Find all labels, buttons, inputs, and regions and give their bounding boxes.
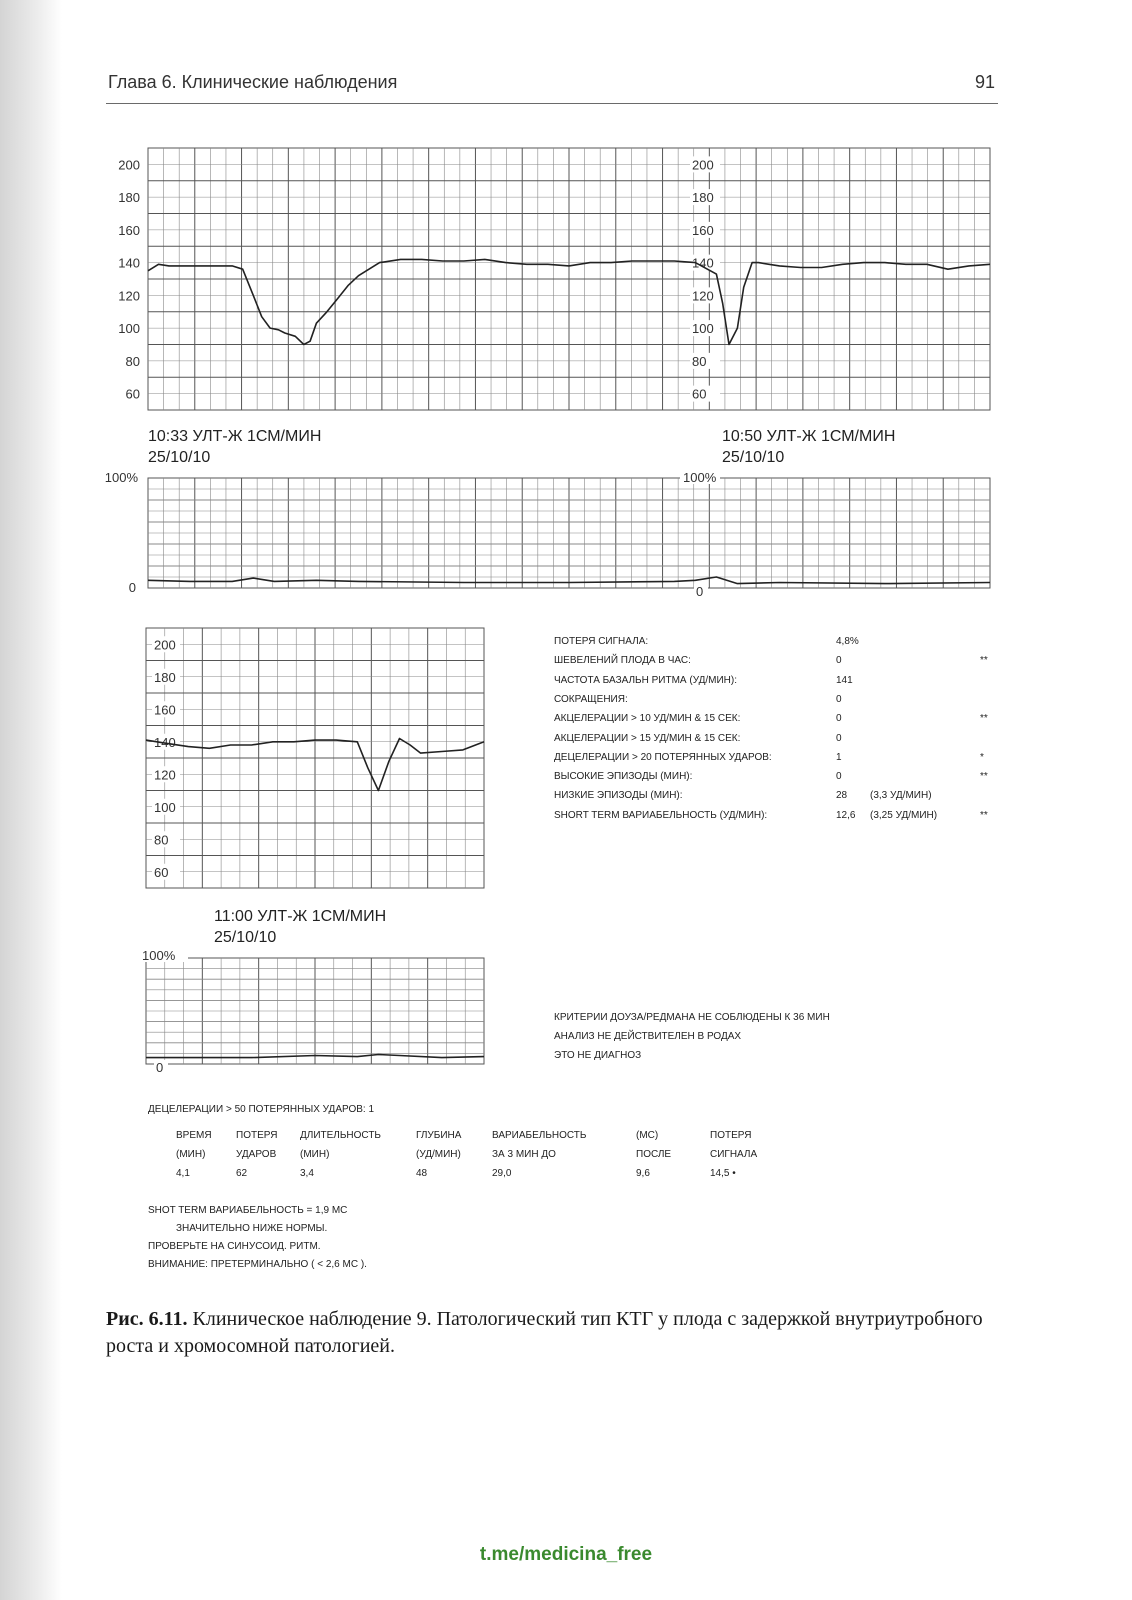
dec-cell: 48: [416, 1168, 428, 1179]
dec-column-header: ПОСЛЕ: [636, 1149, 672, 1160]
stat-row: [554, 694, 994, 708]
y-tick-label: 180: [154, 669, 176, 685]
stat-label: АКЦЕЛЕРАЦИИ > 10 УД/МИН & 15 СЕК:: [554, 713, 741, 725]
toco-top-label: 100%: [683, 470, 717, 485]
toco-chart-strip2: [140, 944, 490, 1074]
dec-cell: 29,0: [492, 1168, 512, 1179]
y-tick-label: 80: [692, 353, 707, 369]
y-tick-label: 160: [154, 702, 176, 718]
stat-mark: **: [980, 771, 988, 783]
toco-bottom-label: 0: [128, 580, 136, 595]
stat-extra: (3,3 УД/МИН): [870, 790, 932, 802]
y-tick-label: 160: [692, 222, 714, 238]
stat-label: АКЦЕЛЕРАЦИИ > 15 УД/МИН & 15 СЕК:: [554, 732, 741, 744]
stat-label: ШЕВЕЛЕНИЙ ПЛОДА В ЧАС:: [554, 655, 691, 667]
stat-label: ЧАСТОТА БАЗАЛЬН РИТМА (УД/МИН):: [554, 674, 737, 686]
stat-extra: (3,25 УД/МИН): [870, 809, 938, 821]
stat-value: 0: [836, 732, 842, 744]
stat-value: 0: [836, 655, 842, 667]
strip1-right-time: 10:50 УЛТ-Ж 1СМ/МИН: [722, 428, 896, 445]
stat-row: [554, 771, 994, 785]
stat-row: [554, 790, 994, 804]
toco-bottom-label: 0: [156, 1060, 164, 1074]
stat-label: SHORT TERM ВАРИАБЕЛЬНОСТЬ (УД/МИН):: [554, 809, 768, 821]
y-tick-label: 100: [692, 321, 714, 337]
stat-row: [554, 810, 994, 824]
y-tick-label: 60: [125, 386, 140, 402]
caption-label: Рис. 6.11.: [106, 1308, 188, 1330]
stat-row: [554, 655, 994, 669]
header-rule: [106, 103, 998, 104]
shot-line: ВНИМАНИЕ: ПРЕТЕРМИНАЛЬНО ( < 2,6 МС ).: [148, 1259, 367, 1270]
strip1-label-left: [148, 426, 321, 468]
dec-cell: 62: [236, 1168, 248, 1179]
stat-value: 0: [836, 713, 842, 725]
toco-top-label: 100%: [104, 470, 138, 485]
y-tick-label: 200: [692, 157, 714, 173]
dec-column-header: ПОТЕРЯ: [710, 1130, 752, 1141]
stat-mark: *: [980, 751, 984, 763]
stat-label: ВЫСОКИЕ ЭПИЗОДЫ (МИН):: [554, 771, 693, 783]
y-tick-label: 100: [118, 321, 140, 337]
criteria-messages: [554, 1008, 830, 1065]
page-number: 91: [975, 72, 996, 92]
analysis-stats: [554, 636, 994, 836]
stat-label: СОКРАЩЕНИЯ:: [554, 693, 628, 705]
y-tick-label: 140: [154, 734, 176, 750]
figure-caption: [106, 1306, 1006, 1360]
dec-column-header: (МС): [636, 1130, 659, 1141]
dec-column-header: ВАРИАБЕЛЬНОСТЬ: [492, 1130, 587, 1141]
dec-column-header: ДЛИТЕЛЬНОСТЬ: [300, 1130, 381, 1141]
strip1-left-date: 25/10/10: [148, 449, 211, 466]
y-tick-label: 180: [692, 190, 714, 206]
y-tick-label: 160: [118, 222, 140, 238]
dec-column-header: УДАРОВ: [236, 1149, 277, 1160]
y-tick-label: 140: [118, 255, 140, 271]
y-tick-label: 60: [692, 386, 707, 402]
strip2-date: 25/10/10: [214, 929, 277, 946]
fhr-chart-strip2: [140, 622, 490, 894]
dec-cell: 3,4: [300, 1168, 314, 1179]
strip1-left-time: 10:33 УЛТ-Ж 1СМ/МИН: [148, 428, 322, 445]
stat-mark: **: [980, 655, 988, 667]
shot-line: SHOT TERM ВАРИАБЕЛЬНОСТЬ = 1,9 МС: [148, 1205, 348, 1216]
toco-chart-strip1: [96, 464, 1000, 600]
dec-column-header: ВРЕМЯ: [176, 1130, 212, 1141]
dec-cell: 14,5 •: [710, 1168, 736, 1179]
y-tick-label: 200: [154, 637, 176, 653]
stat-row: [554, 733, 994, 747]
y-tick-label: 120: [154, 767, 176, 783]
y-tick-label: 200: [118, 157, 140, 173]
stat-value: 0: [836, 771, 842, 783]
fhr-chart-strip1: [100, 140, 1000, 420]
watermark-link[interactable]: t.me/medicina_free: [479, 1544, 653, 1565]
stat-label: НИЗКИЕ ЭПИЗОДЫ (МИН):: [554, 790, 683, 802]
shot-line: ЗНАЧИТЕЛЬНО НИЖЕ НОРМЫ.: [176, 1223, 328, 1234]
decelerations-title: ДЕЦЕЛЕРАЦИИ > 50 ПОТЕРЯННЫХ УДАРОВ: 1: [148, 1104, 375, 1115]
message-line: АНАЛИЗ НЕ ДЕЙСТВИТЕЛЕН В РОДАХ: [554, 1031, 742, 1042]
dec-column-header: ГЛУБИНА: [416, 1130, 462, 1141]
y-tick-label: 60: [154, 864, 169, 880]
stat-value: 1: [836, 751, 842, 763]
stat-value: 4,8%: [836, 636, 859, 647]
short-term-variability: [148, 1202, 367, 1274]
stat-value: 12,6: [836, 809, 856, 821]
dec-cell: 9,6: [636, 1168, 650, 1179]
y-tick-label: 100: [154, 799, 176, 815]
dec-column-header: СИГНАЛА: [710, 1149, 758, 1160]
y-tick-label: 120: [118, 288, 140, 304]
stat-row: [554, 675, 994, 689]
stat-value: 141: [836, 674, 853, 686]
dec-column-header: ЗА 3 МИН ДО: [492, 1149, 556, 1160]
stat-mark: **: [980, 713, 988, 725]
stat-row: [554, 752, 994, 766]
dec-cell: 4,1: [176, 1168, 190, 1179]
y-tick-label: 180: [118, 190, 140, 206]
y-tick-label: 120: [692, 288, 714, 304]
dec-column-header: ПОТЕРЯ: [236, 1130, 278, 1141]
stat-row: [554, 636, 994, 650]
stat-value: 28: [836, 790, 848, 802]
shot-line: ПРОВЕРЬТЕ НА СИНУСОИД. РИТМ.: [148, 1241, 321, 1252]
stat-mark: **: [980, 809, 988, 821]
strip2-time: 11:00 УЛТ-Ж 1СМ/МИН: [214, 908, 387, 925]
toco-top-label: 100%: [142, 948, 176, 963]
decelerations-table: [0, 1126, 1132, 1188]
toco-bottom-label: 0: [696, 584, 704, 599]
running-head: Глава 6. Клинические наблюдения: [108, 72, 398, 92]
y-tick-label: 80: [125, 353, 140, 369]
dec-column-header: (МИН): [300, 1149, 330, 1160]
strip1-label-right: [722, 426, 895, 468]
stat-row: [554, 713, 994, 727]
y-tick-label: 140: [692, 255, 714, 271]
stat-value: 0: [836, 693, 842, 705]
dec-column-header: (МИН): [176, 1149, 206, 1160]
caption-text: Клиническое наблюдение 9. Патологический тип КТГ у плода с задержкой внутриутробного роста и хромосомной патологией.: [106, 1308, 983, 1357]
stat-label: ДЕЦЕЛЕРАЦИИ > 20 ПОТЕРЯННЫХ УДАРОВ:: [554, 751, 772, 763]
message-line: ЭТО НЕ ДИАГНОЗ: [554, 1050, 642, 1061]
dec-column-header: (УД/МИН): [416, 1149, 461, 1160]
message-line: КРИТЕРИИ ДОУЗА/РЕДМАНА НЕ СОБЛЮДЕНЫ К 36 МИН: [554, 1012, 830, 1023]
page-edge-shade: [0, 0, 62, 1600]
strip2-label: [214, 906, 386, 948]
stat-label: ПОТЕРЯ СИГНАЛА:: [554, 636, 649, 647]
strip1-right-date: 25/10/10: [722, 449, 785, 466]
y-tick-label: 80: [154, 832, 169, 848]
